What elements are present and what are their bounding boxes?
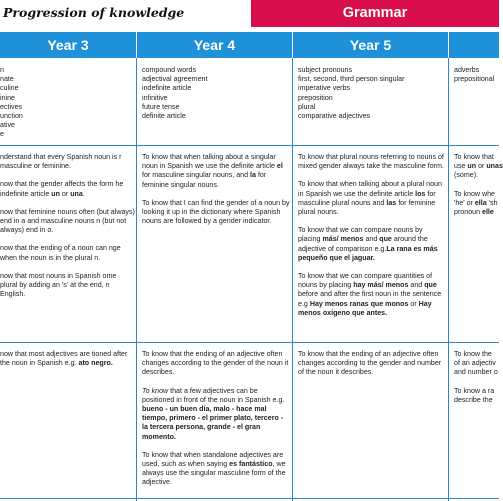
objective-text: of an adjectiv [454, 359, 496, 368]
year6-nouns-cell [454, 153, 503, 341]
vocab-item: adverbs [454, 66, 480, 74]
year4-adjectives-cell [142, 350, 290, 496]
vocab-item: nate [0, 75, 14, 84]
vocab-item: ectives [0, 102, 23, 111]
year5-nouns-cell [298, 153, 444, 341]
vocab-item: imperative verbs [298, 84, 351, 93]
vocab-item: plural [298, 102, 316, 111]
vocab-item: future tense [142, 102, 180, 111]
column-divider [292, 58, 293, 501]
objective-text: 'he' or ella 'sh [454, 198, 498, 207]
row-divider [0, 342, 499, 343]
objective-text: now that feminine nouns often (but always) end in a and masculine nouns n (but not always) end in o. [0, 207, 135, 235]
objective-text: To know that the ending of an adjective often changes according to the gender and number of the noun it describes. [298, 350, 442, 377]
objective-text: now that the ending of a noun can nge when the noun is in the plural n. [0, 244, 121, 262]
objective-text: use un or unas [454, 162, 503, 171]
vocab-item: prepositional [454, 75, 495, 84]
objective-text: and number o [454, 368, 498, 377]
year4-nouns-cell [142, 153, 290, 341]
objective-text: To know that I can find the gender of a noun by looking it up in the dictionary where Spanish nouns are followed by a gender indicator. [142, 198, 290, 226]
page-title: Progression of knowledge [3, 5, 185, 20]
vocab-item: comparative adjectives [298, 112, 371, 121]
vocab-item: n [0, 66, 4, 74]
vocab-item: ative [0, 121, 15, 130]
objective-text: describe the [454, 395, 493, 404]
year3-adjectives-cell [0, 350, 135, 496]
objective-text: To know that the ending of an adjective often changes according to the gender of the noun it describes. [142, 350, 289, 377]
objective-text: now that most adjectives are tioned after the noun in Spanish e.g. ato negro. [0, 350, 128, 368]
vocab-item: indefinite article [142, 84, 192, 93]
column-divider [136, 58, 137, 501]
year4-vocabulary-cell [142, 66, 290, 144]
top-bar [0, 0, 499, 27]
objective-text: To know a ra [454, 386, 495, 395]
year5-column-header: Year 5 [293, 32, 448, 58]
year3-nouns-cell [0, 153, 135, 341]
vocab-item: definite article [142, 112, 186, 121]
vocab-item: compound words [142, 66, 197, 74]
year3-vocabulary-cell [0, 66, 134, 144]
objective-text: To know that plural nouns referring to nouns of mixed gender always take the masculine form. [298, 153, 444, 171]
objective-text: now that the gender affects the form he indefinite article un or una. [0, 180, 124, 198]
vocab-item: culine [0, 84, 19, 93]
objective-text: To know that when talking about a plural noun in Spanish we use the definite article los for masculine plural nouns and las for feminine plural nouns. [298, 180, 442, 217]
vocab-item: inine [0, 93, 15, 102]
column-divider [448, 58, 449, 501]
vocab-item: e [0, 130, 4, 139]
objective-text: pronoun elle [454, 208, 494, 217]
objective-text: To know whe [454, 189, 496, 198]
objective-text: To know that we can compare quantities of nouns by placing hay más/ menos and que before and after the first noun in the sentence e.g Hay menos ranas que monos or Hay menos oxígeno que antes. [298, 272, 442, 317]
vocab-item: adjectival agreement [142, 75, 208, 84]
objective-text: To know that when standalone adjectives are used, such as when saying es fantástico, we always use the singular masculine form of the adjective. [142, 450, 286, 487]
year5-vocabulary-cell [298, 66, 446, 144]
objective-text: (some). [454, 171, 479, 180]
grammar-tab-header: Grammar [251, 0, 499, 27]
vocab-item: first, second, third person singular [298, 75, 405, 84]
objective-text: now that most nouns in Spanish ome plural by adding an 's' at the end, n English. [0, 271, 117, 299]
objective-text: To know that we can compare nouns by placing más/ menos and que around the adjective of comparison e.g.La rana es más pequeño que el jaguar. [298, 226, 438, 262]
vocab-item: subject pronouns [298, 66, 353, 74]
row-divider [0, 145, 499, 146]
year6-adjectives-cell [454, 350, 499, 496]
objective-text: nderstand that every Spanish noun is r masculine or feminine. [0, 153, 122, 171]
year4-column-header: Year 4 [137, 32, 292, 58]
objective-text: To know that when talking about a singular noun in Spanish we use the definite article el for masculine singular nouns, and la for feminine singular nouns. [142, 153, 283, 189]
vocab-item: unction [0, 112, 23, 121]
row-divider [0, 498, 499, 499]
year6-vocabulary-cell [454, 66, 499, 144]
vocab-item: infinitive [142, 93, 168, 102]
year5-adjectives-cell [298, 350, 444, 496]
year3-column-header: Year 3 [0, 32, 136, 58]
objective-text: To know that [454, 153, 494, 161]
objective-text: To know that a few adjectives can be positioned in front of the noun in Spanish e.g. bueno - un buen día, malo - hace mal tiempo, primero - el primer plato, tercero - la tercera persona, grande - el gran momento. [142, 386, 285, 441]
objective-text: To know the [454, 350, 492, 358]
vocab-item: preposition [298, 93, 333, 102]
year6-column-header [449, 32, 499, 58]
